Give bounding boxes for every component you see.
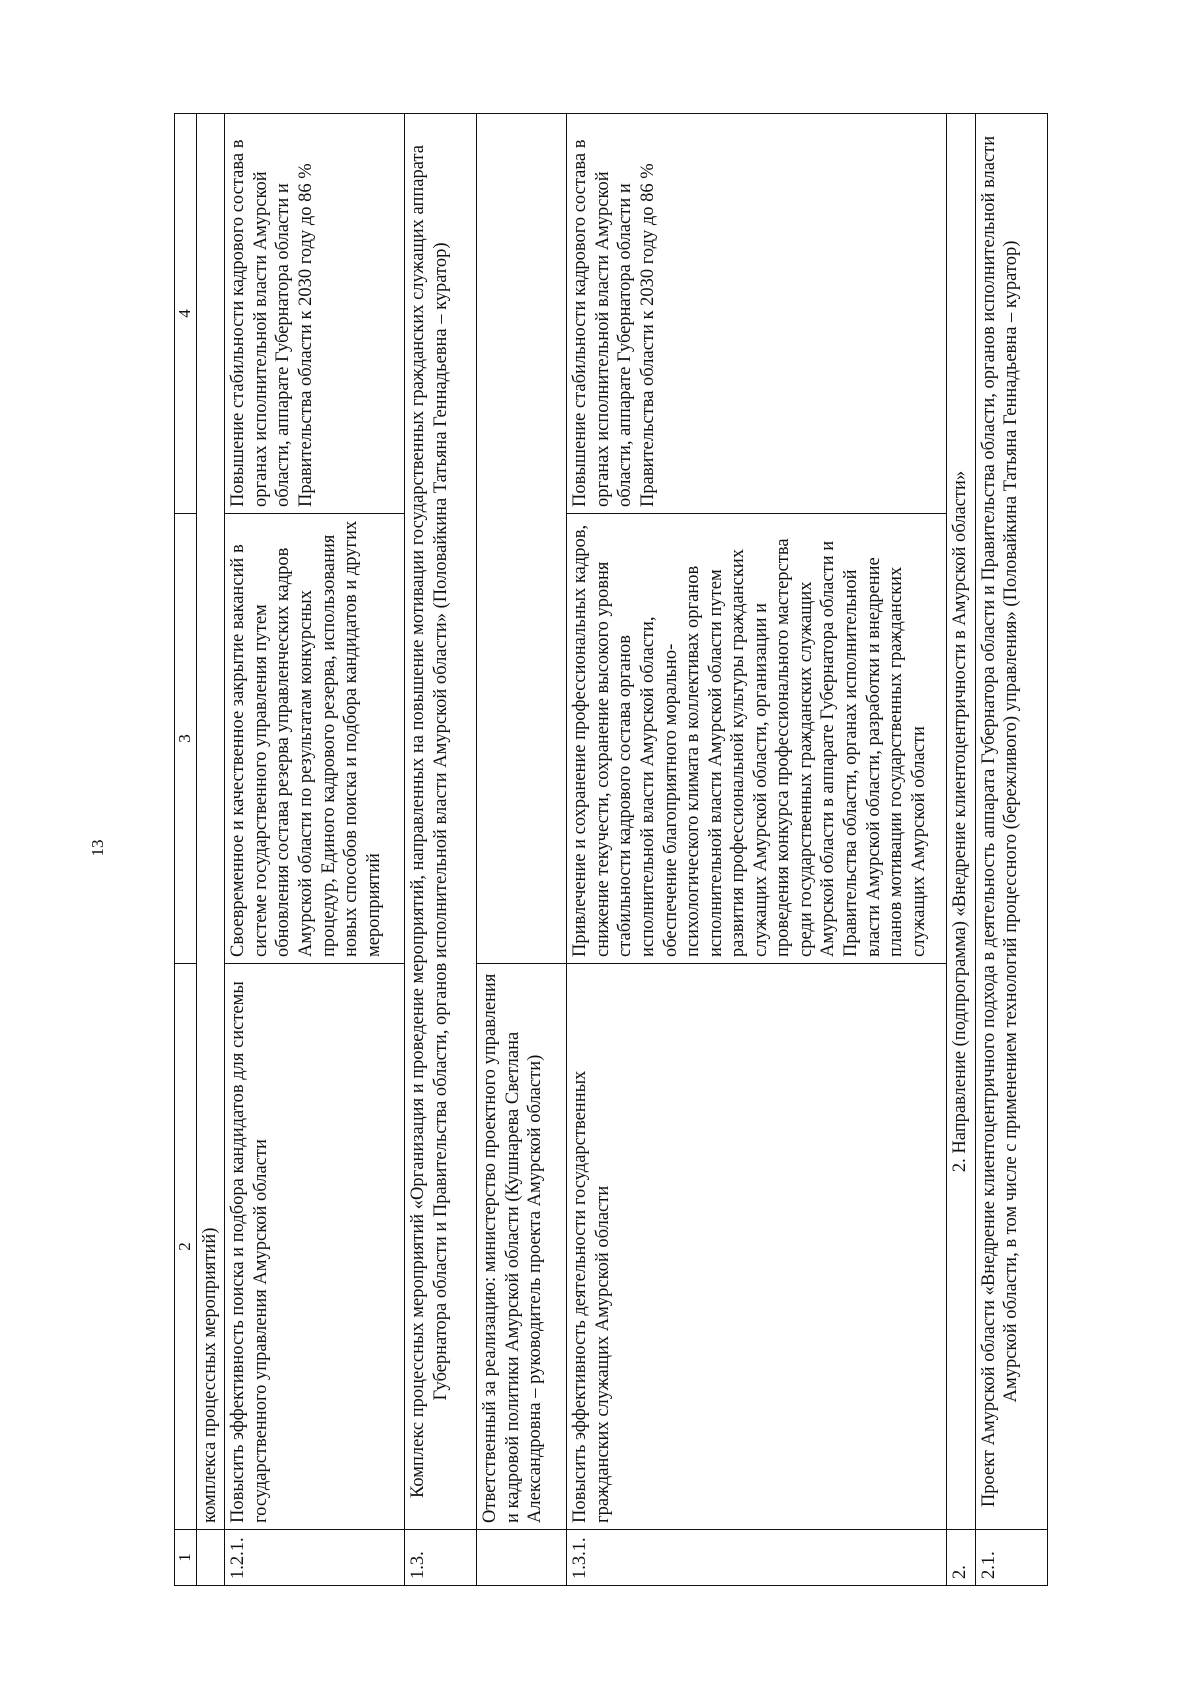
header-col-1: 1 xyxy=(175,1530,197,1586)
page-number: 13 xyxy=(88,839,107,857)
project-title-cell: Проект Амурской области «Внедрение клиентоцентричного подхода в деятельность аппарата Губернатора области и Правительства области, органов исполнительной власти Амурской области, в том числе с применением технологий процессного (бережливого) управления» (Половайкина Татьяна Геннадьевна – куратор) xyxy=(975,114,1047,1530)
description-cell: Привлечение и сохранение профессиональных кадров, снижение текучести, сохранение высокого уровня стабильности кадрового состава органов исполнительной власти Амурской области, обеспечение благоприятного морально-психологического климата в коллективах органов исполнительной власти Амурской области путем развития профессиональной культуры гражданских служащих Амурской области, организации и проведения конкурса профессионального мастерства среди государственных гражданских служащих Амурской области в аппарате Губернатора области и Правительства области, органах исполнительной власти Амурской области, разработки и внедрение планов мотивации государственных гражданских служащих Амурской области xyxy=(567,514,947,964)
measures-table xyxy=(174,113,1048,1586)
row-number: 2.1. xyxy=(975,1530,1047,1586)
row-number: 2. xyxy=(947,1530,976,1586)
complex-title-cell: Комплекс процессных мероприятий «Организация и проведение мероприятий, направленных на повышение мотивации государственных гражданских служащих аппарата Губернатора области и Правительства области, органов исполнительной власти Амурской области» (Половайкина Татьяна Геннадьевна – куратор) xyxy=(405,114,477,1530)
table-row xyxy=(405,114,477,1586)
header-col-4: 4 xyxy=(175,114,197,514)
responsible-cell: Ответственный за реализацию: министерство проектного управления и кадровой политики Амурской области (Кушнарева Светлана Александровна – руководитель проекта Амурской области) xyxy=(477,964,567,1530)
row-number: 1.3.1. xyxy=(567,1530,947,1586)
table-header-row xyxy=(175,114,197,1586)
table-row xyxy=(196,114,225,1586)
indicator-link-cell: Повышение стабильности кадрового состава в органах исполнительной власти Амурской области, аппарате Губернатора области и Правительства области к 2030 году до 86 % xyxy=(567,114,947,514)
table-row xyxy=(567,114,947,1586)
table-row xyxy=(477,114,567,1586)
direction-title-cell: 2. Направление (подпрограмма) «Внедрение клиентоцентричности в Амурской области» xyxy=(947,114,976,1530)
table-row xyxy=(225,114,405,1586)
task-cell: Повысить эффективность поиска и подбора кандидатов для системы государственного управления Амурской области xyxy=(225,964,405,1530)
table-row xyxy=(947,114,976,1586)
row-continuation-text: комплекса процессных мероприятий) xyxy=(196,114,225,1530)
task-cell: Повысить эффективность деятельности государственных гражданских служащих Амурской области xyxy=(567,964,947,1530)
description-cell: Своевременное и качественное закрытие вакансий в системе государственного управления путем обновления состава резерва управленческих кадров Амурской области по результатам конкурсных процедур, Единого кадрового резерва, использования новых способов поиска и подбора кандидатов и других мероприятий xyxy=(225,514,405,964)
row-number: 1.3. xyxy=(405,1530,477,1586)
row-number: 1.2.1. xyxy=(225,1530,405,1586)
indicator-link-cell: Повышение стабильности кадрового состава в органах исполнительной власти Амурской области, аппарате Губернатора области и Правительства области к 2030 году до 86 % xyxy=(225,114,405,514)
header-col-3: 3 xyxy=(175,514,197,964)
rotated-page xyxy=(174,114,1089,1586)
header-col-2: 2 xyxy=(175,964,197,1530)
table-row xyxy=(975,114,1047,1586)
